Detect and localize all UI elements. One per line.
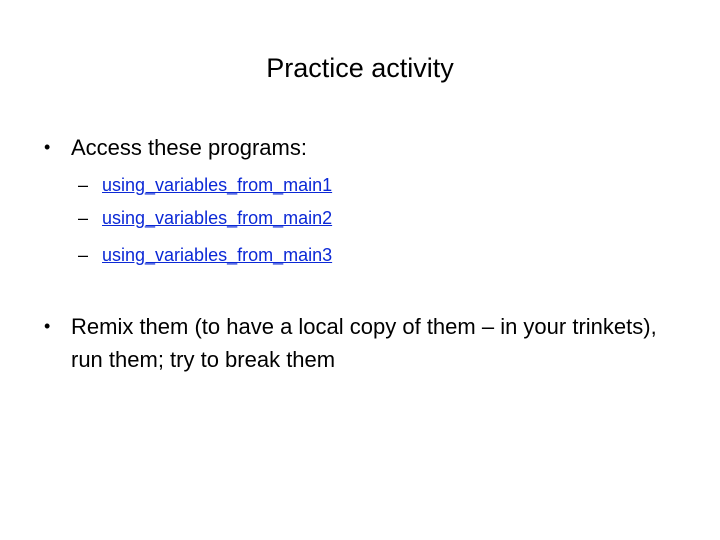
bullet-marker: • xyxy=(44,316,51,336)
bullet-text: Remix them (to have a local copy of them – in your trinkets), run them; try to break them xyxy=(71,314,657,372)
dash-marker: – xyxy=(78,245,89,265)
sub-list-item xyxy=(78,172,332,198)
bullet-marker: • xyxy=(44,137,51,157)
bullet-text: Access these programs: xyxy=(71,135,307,160)
program-link-3[interactable]: using_variables_from_main3 xyxy=(102,245,333,265)
slide-title: Practice activity xyxy=(266,53,454,83)
program-link-1[interactable]: using_variables_from_main1 xyxy=(102,175,333,195)
dash-marker: – xyxy=(78,208,89,228)
bullet-item xyxy=(44,310,671,376)
dash-marker: – xyxy=(78,175,89,195)
bullet-item xyxy=(44,131,671,164)
sub-list-item xyxy=(78,205,332,231)
sub-list-item xyxy=(78,242,332,268)
program-link-2[interactable]: using_variables_from_main2 xyxy=(102,208,333,228)
